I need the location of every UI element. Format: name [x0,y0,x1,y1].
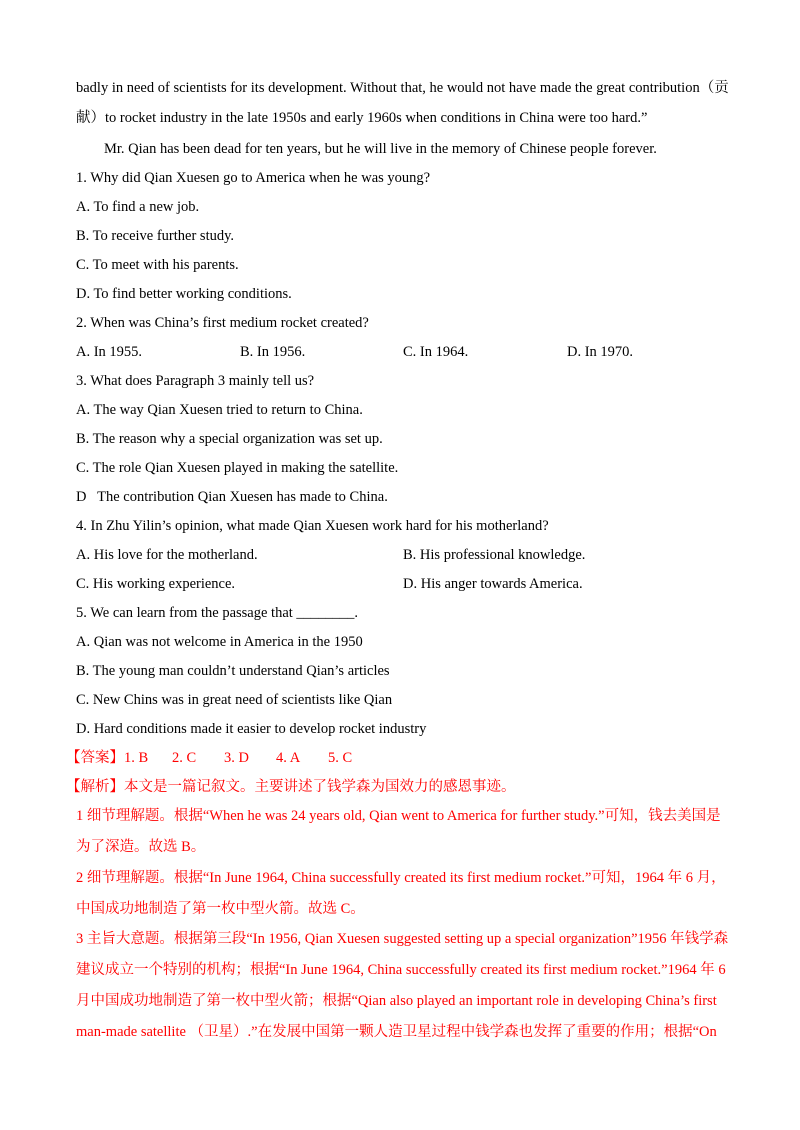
question-5-stem: 5. We can learn from the passage that ________. [76,605,359,621]
question-2-option-c: C. In 1964. [403,344,469,360]
passage-line-3: Mr. Qian has been dead for ten years, but he will live in the memory of Chinese people forever. [104,141,657,157]
question-3-option-d: D The contribution Qian Xuesen has made to China. [76,489,388,505]
question-2-option-b: B. In 1956. [240,344,306,360]
answer-item-3: 3. D [224,750,249,766]
question-3-option-b: B. The reason why a special organization was set up. [76,431,383,447]
question-2-option-d: D. In 1970. [567,344,634,360]
answer-label: 【答案】 [66,750,124,766]
question-4-option-c: C. His working experience. [76,576,236,592]
question-1-option-a: A. To find a new job. [76,199,200,215]
analysis-line-4: 中国成功地制造了第一枚中型火箭。故选 C。 [76,901,365,917]
question-4-option-d: D. His anger towards America. [403,576,583,592]
question-2-stem: 2. When was China’s first medium rocket created? [76,315,369,331]
analysis-line-5: 3 主旨大意题。根据第三段“In 1956, Qian Xuesen suggested setting up a special organization”1956 年钱学森 [76,931,729,947]
analysis-line-1: 1 细节理解题。根据“When he was 24 years old, Qian went to America for further study.”可知，钱去美国是 [76,808,721,824]
analysis-line-3: 2 细节理解题。根据“In June 1964, China successfully created its first medium rocket.”可知，1964 年 6 月， [76,870,726,886]
answer-item-1: 1. B [124,750,149,766]
analysis-line-6: 建议成立一个特别的机构；根据“In June 1964, China successfully created its first medium rocket.”1964 年 6 [76,962,726,978]
passage-line-1: badly in need of scientists for its development. Without that, he would not have made the great contribution（贡 [76,80,729,96]
question-2-options [76,342,726,362]
answer-item-2: 2. C [172,750,197,766]
analysis-line-2: 为了深造。故选 B。 [76,839,206,855]
passage-line-2: 献）to rocket industry in the late 1950s and early 1960s when conditions in China were too hard.” [76,110,648,126]
question-1-option-b: B. To receive further study. [76,228,235,244]
question-5-option-d: D. Hard conditions made it easier to develop rocket industry [76,721,427,737]
answer-item-4: 4. A [276,750,301,766]
question-3-option-c: C. The role Qian Xuesen played in making the satellite. [76,460,399,476]
question-4-option-b: B. His professional knowledge. [403,547,586,563]
question-1-option-d: D. To find better working conditions. [76,286,292,302]
question-2-option-a: A. In 1955. [76,344,143,360]
question-4-options-row-2 [76,574,726,594]
question-1-stem: 1. Why did Qian Xuesen go to America when he was young? [76,170,431,186]
question-1-option-c: C. To meet with his parents. [76,257,239,273]
question-4-stem: 4. In Zhu Yilin’s opinion, what made Qian Xuesen work hard for his motherland? [76,518,549,534]
answer-key [66,748,353,768]
question-3-option-a: A. The way Qian Xuesen tried to return to China. [76,402,363,418]
analysis-intro: 【解析】本文是一篇记叙文。主要讲述了钱学森为国效力的感恩事迹。 [66,779,516,795]
question-4-option-a: A. His love for the motherland. [76,547,258,563]
question-5-option-a: A. Qian was not welcome in America in the 1950 [76,634,363,650]
analysis-line-8: man-made satellite （卫星）.”在发展中国第一颗人造卫星过程中钱学森也发挥了重要的作用；根据“On [76,1024,717,1040]
analysis-line-7: 月中国成功地制造了第一枚中型火箭；根据“Qian also played an important role in developing China’s first [76,993,717,1009]
question-4-options-row-1 [76,545,726,565]
question-5-option-c: C. New Chins was in great need of scientists like Qian [76,692,393,708]
question-5-option-b: B. The young man couldn’t understand Qian’s articles [76,663,390,679]
answer-item-5: 5. C [328,750,353,766]
question-3-stem: 3. What does Paragraph 3 mainly tell us? [76,373,315,389]
